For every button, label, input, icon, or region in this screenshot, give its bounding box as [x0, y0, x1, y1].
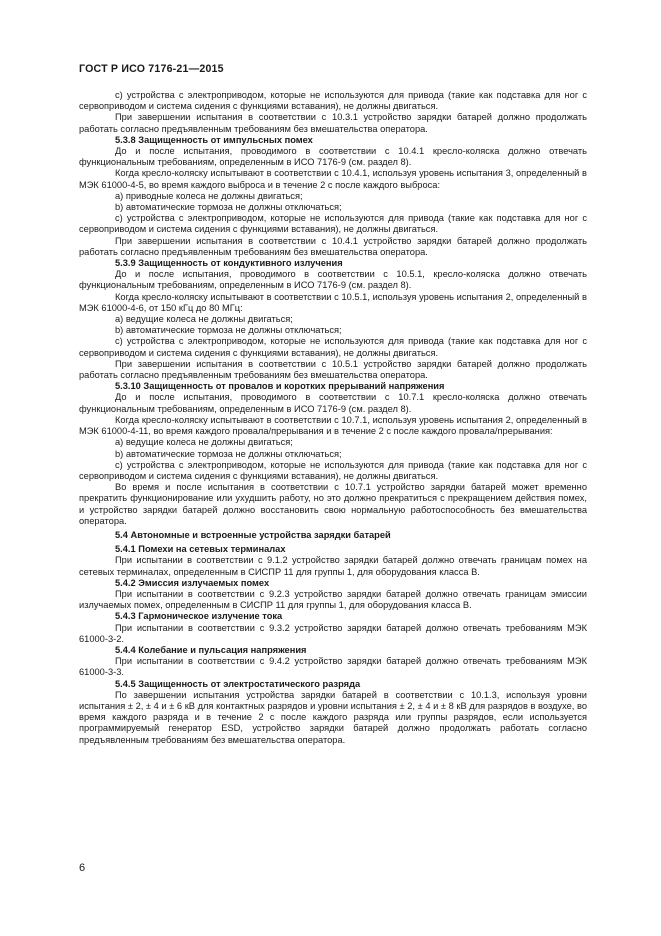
section-heading: 5.4.5 Защищенность от электростатического разряда: [115, 678, 361, 689]
document-header: ГОСТ Р ИСО 7176-21—2015: [79, 63, 224, 75]
paragraph: При испытании в соответствии с 9.4.2 устройство зарядки батарей должно отвечать требованиям МЭК 61000-3-3.: [79, 656, 587, 678]
paragraph: До и после испытания, проводимого в соответствии с 10.7.1 кресло-коляска должно отвечать функциональным требованиям, определенным в ИСО 7176-9 (см. раздел 8).: [79, 392, 587, 414]
paragraph: При завершении испытания в соответствии с 10.4.1 устройство зарядки батарей должно продолжать работать согласно предъявленным требованиям без вмешательства оператора.: [79, 235, 587, 257]
paragraph: c) устройства с электроприводом, которые не используются для привода (такие как подставка для ног с сервоприводом и система сидения с функциями вставания), не должны двигаться.: [79, 213, 587, 235]
paragraph: До и после испытания, проводимого в соответствии с 10.4.1 кресло-коляска должно отвечать функциональным требованиям, определенным в ИСО 7176-9 (см. раздел 8).: [79, 146, 587, 168]
document-body: [79, 90, 587, 746]
paragraph: Во время и после испытания в соответствии с 10.7.1 устройство зарядки батарей может временно прекратить функционирование или ухудшить работу, но это должно прекратиться с прекращением действия помех, и устройство зарядки батарей должно восстановить свою нормальную работоспособность без вмешательства оператора.: [79, 482, 587, 526]
paragraph: При испытании в соответствии с 9.1.2 устройство зарядки батарей должно отвечать границам помех на сетевых терминалах, определенным в СИСПР 11 для группы 1, для оборудования класса В.: [79, 555, 587, 577]
section-heading: 5.4.2 Эмиссия излучаемых помех: [115, 577, 270, 588]
paragraph: При завершении испытания в соответствии с 10.5.1 устройство зарядки батарей должно продолжать работать согласно предъявленным требованиям без вмешательства оператора.: [79, 358, 587, 381]
paragraph: По завершении испытания устройства зарядки батарей в соответствии с 10.1.3, используя уровни испытания ± 2, ± 4 и ± 6 кВ для контактных разрядов и уровни испытания ± 2, ± 4 и ± 8 кВ для разрядов в воздухе, во время каждого разряда и в течение 2 с после каждого разряда или группы разрядов, если используется программируемый генератор ESD, устройство зарядки батарей должно продолжать работать согласно предъявленным требованиям без вмешательства оператора.: [79, 689, 587, 745]
paragraph: Когда кресло-коляску испытывают в соответствии с 10.5.1, используя уровень испытания 2, определенный в МЭК 61000-4-6, от 150 кГц до 80 МГц:: [79, 291, 587, 313]
paragraph: c) устройства с электроприводом, которые не используются для привода (такие как подставка для ног с сервоприводом и система сидения с функциями вставания), не должны двигаться.: [79, 459, 587, 481]
paragraph: При завершении испытания в соответствии с 10.3.1 устройство зарядки батарей должно продолжать работать согласно предъявленным требованиям без вмешательства оператора.: [79, 112, 587, 134]
list-item: b) автоматические тормоза не должны отключаться;: [115, 202, 342, 213]
section-heading: 5.4 Автономные и встроенные устройства зарядки батарей: [115, 529, 391, 540]
section-heading: 5.3.9 Защищенность от кондуктивного излучения: [115, 258, 343, 269]
section-heading: 5.3.10 Защищенность от провалов и коротких прерываний напряжения: [115, 381, 445, 392]
paragraph: c) устройства с электроприводом, которые не используются для привода (такие как подставка для ног с сервоприводом и система сидения с функциями вставания), не должны двигаться.: [79, 336, 587, 358]
section-heading: 5.4.3 Гармоническое излучение тока: [115, 611, 283, 622]
paragraph: При испытании в соответствии с 9.3.2 устройство зарядки батарей должно отвечать требованиям МЭК 61000-3-2.: [79, 622, 587, 644]
section-heading: 5.4.4 Колебание и пульсация напряжения: [115, 644, 307, 655]
paragraph: Когда кресло-коляску испытывают в соответствии с 10.7.1, используя уровень испытания 2, определенный в МЭК 61000-4-11, во время каждого провала/прерывания и в течение 2 с после каждого провала/прерывания:: [79, 414, 587, 437]
paragraph: c) устройства с электроприводом, которые не используются для привода (такие как подставка для ног с сервоприводом и система сидения с функциями вставания), не должны двигаться.: [79, 90, 587, 112]
section-heading: 5.3.8 Защищенность от импульсных помех: [115, 134, 313, 145]
paragraph: До и после испытания, проводимого в соответствии с 10.5.1, кресло-коляска должно отвечать функциональным требованиям, определенным в ИСО 7176-9 (см. раздел 8).: [79, 269, 587, 291]
paragraph: Когда кресло-коляску испытывают в соответствии с 10.4.1, используя уровень испытания 3, определенный в МЭК 61000-4-5, во время каждого выброса и в течение 2 с после каждого выброса:: [79, 168, 587, 190]
list-item: b) автоматические тормоза не должны отключаться;: [115, 325, 342, 336]
section-heading: 5.4.1 Помехи на сетевых терминалах: [115, 544, 286, 555]
list-item: a) приводные колеса не должны двигаться;: [115, 190, 303, 201]
list-item: a) ведущие колеса не должны двигаться;: [115, 437, 293, 448]
list-item: b) автоматические тормоза не должны отключаться;: [115, 448, 342, 459]
list-item: a) ведущие колеса не должны двигаться;: [115, 314, 293, 325]
page-number: 6: [79, 862, 86, 874]
paragraph: При испытании в соответствии с 9.2.3 устройство зарядки батарей должно отвечать границам эмиссии излучаемых помех, определенным в СИСПР 11 для группы 1, для оборудования класса В.: [79, 588, 587, 611]
